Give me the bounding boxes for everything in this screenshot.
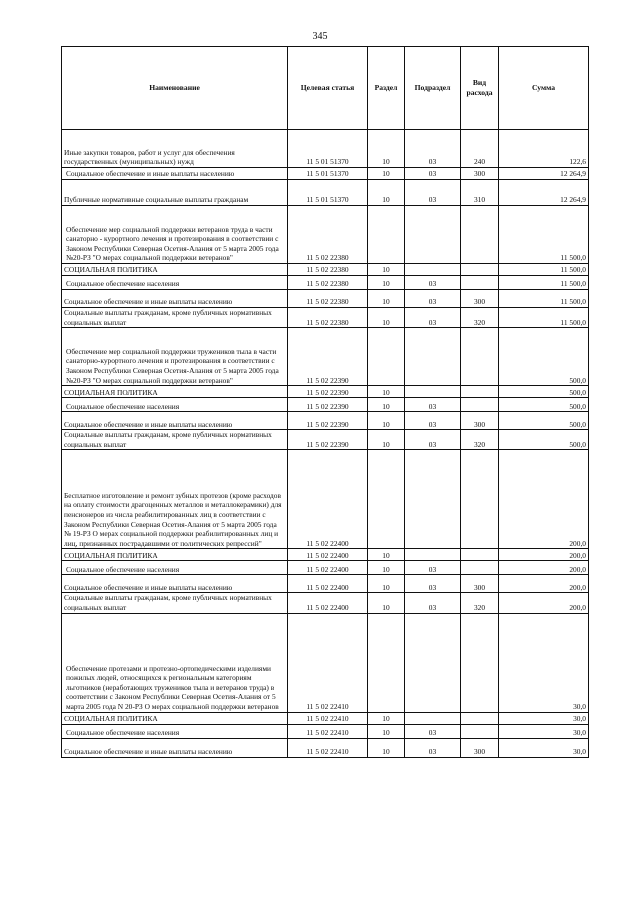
- cell-name: Социальные выплаты гражданам, кроме публичных нормативных социальных выплат: [62, 430, 288, 450]
- cell-rz: 10: [368, 412, 405, 430]
- header-subsection: Подраздел: [405, 47, 461, 130]
- cell-code: 11 5 02 22410: [288, 613, 368, 712]
- cell-rz: 10: [368, 561, 405, 575]
- cell-code: 11 5 02 22390: [288, 412, 368, 430]
- cell-rz: 10: [368, 712, 405, 724]
- cell-name: Социальное обеспечение населения: [62, 398, 288, 412]
- cell-vr: [461, 276, 499, 290]
- cell-sum: 500,0: [499, 430, 589, 450]
- table-row: [62, 450, 589, 549]
- cell-code: 11 5 02 22390: [288, 430, 368, 450]
- header-amount: Сумма: [499, 47, 589, 130]
- cell-rz: 10: [368, 724, 405, 738]
- cell-vr: 320: [461, 430, 499, 450]
- cell-rz: 10: [368, 264, 405, 276]
- cell-code: 11 5 02 22380: [288, 290, 368, 308]
- cell-vr: 320: [461, 593, 499, 613]
- cell-rz: 10: [368, 168, 405, 180]
- cell-code: 11 5 02 22400: [288, 593, 368, 613]
- cell-vr: 320: [461, 308, 499, 328]
- table-row: [62, 549, 589, 561]
- cell-name: Социальные выплаты гражданам, кроме публичных нормативных социальных выплат: [62, 593, 288, 613]
- cell-sum: 11 500,0: [499, 206, 589, 264]
- header-name: Наименование: [62, 47, 288, 130]
- cell-pr: 03: [405, 593, 461, 613]
- cell-vr: [461, 724, 499, 738]
- cell-rz: 10: [368, 430, 405, 450]
- cell-code: 11 5 02 22390: [288, 398, 368, 412]
- cell-sum: 500,0: [499, 412, 589, 430]
- cell-name: Обеспечение мер социальной поддержки тружеников тыла в части санаторно-курортного лечения и протезирования в соответствии с Законом Республики Северная Осетия-Алания от 5 марта 2005 года №20-РЗ "О мерах социальной поддержки ветеранов": [62, 328, 288, 386]
- cell-rz: 10: [368, 276, 405, 290]
- cell-vr: [461, 386, 499, 398]
- cell-vr: [461, 328, 499, 386]
- cell-pr: [405, 328, 461, 386]
- cell-name: Социальное обеспечение и иные выплаты населению: [62, 575, 288, 593]
- cell-code: 11 5 02 22400: [288, 561, 368, 575]
- cell-rz: 10: [368, 549, 405, 561]
- cell-pr: 03: [405, 180, 461, 206]
- cell-vr: [461, 549, 499, 561]
- cell-code: 11 5 02 22380: [288, 264, 368, 276]
- cell-vr: [461, 561, 499, 575]
- cell-name: Социальное обеспечение и иные выплаты населению: [62, 168, 288, 180]
- cell-rz: 10: [368, 308, 405, 328]
- cell-sum: 122,6: [499, 130, 589, 168]
- cell-vr: 300: [461, 575, 499, 593]
- cell-pr: [405, 549, 461, 561]
- table-row: [62, 712, 589, 724]
- cell-sum: 11 500,0: [499, 276, 589, 290]
- table-row: [62, 575, 589, 593]
- table-row: [62, 276, 589, 290]
- cell-pr: 03: [405, 430, 461, 450]
- page-number: 345: [312, 31, 328, 42]
- cell-name: СОЦИАЛЬНАЯ ПОЛИТИКА: [62, 712, 288, 724]
- cell-pr: 03: [405, 308, 461, 328]
- cell-code: 11 5 02 22400: [288, 549, 368, 561]
- cell-rz: [368, 206, 405, 264]
- cell-sum: 30,0: [499, 712, 589, 724]
- cell-sum: 200,0: [499, 561, 589, 575]
- header-section: Раздел: [368, 47, 405, 130]
- cell-name: Социальное обеспечение и иные выплаты населению: [62, 290, 288, 308]
- table-row: [62, 328, 589, 386]
- header-row: [62, 47, 589, 130]
- header-code: Целевая статья: [288, 47, 368, 130]
- cell-vr: [461, 450, 499, 549]
- cell-pr: 03: [405, 561, 461, 575]
- cell-rz: 10: [368, 290, 405, 308]
- cell-vr: 300: [461, 738, 499, 757]
- table-row: [62, 593, 589, 613]
- cell-sum: 30,0: [499, 613, 589, 712]
- cell-name: СОЦИАЛЬНАЯ ПОЛИТИКА: [62, 386, 288, 398]
- cell-pr: [405, 712, 461, 724]
- cell-code: 11 5 02 22380: [288, 276, 368, 290]
- cell-code: 11 5 02 22410: [288, 712, 368, 724]
- cell-name: Бесплатное изготовление и ремонт зубных протезов (кроме расходов на оплату стоимости драгоценных металлов и металлокерамики) для пенсионеров из числа реабилитированных лиц в соответствии с Законом Республики Северная Осетия-Алания от 5 марта 2005 года № 19-РЗ О мерах социальной поддержки реабилитированных лиц и лиц, признанных пострадавшими от политических репрессий": [62, 450, 288, 549]
- cell-sum: 500,0: [499, 386, 589, 398]
- cell-sum: 200,0: [499, 549, 589, 561]
- cell-name: Социальное обеспечение населения: [62, 724, 288, 738]
- cell-name: СОЦИАЛЬНАЯ ПОЛИТИКА: [62, 549, 288, 561]
- cell-vr: 300: [461, 412, 499, 430]
- cell-pr: 03: [405, 130, 461, 168]
- cell-sum: 200,0: [499, 450, 589, 549]
- cell-sum: 200,0: [499, 575, 589, 593]
- cell-sum: 500,0: [499, 398, 589, 412]
- table-row: [62, 412, 589, 430]
- table-row: [62, 738, 589, 757]
- table-row: [62, 308, 589, 328]
- table-row: [62, 398, 589, 412]
- cell-vr: 300: [461, 168, 499, 180]
- cell-pr: [405, 450, 461, 549]
- table-row: [62, 561, 589, 575]
- cell-rz: 10: [368, 180, 405, 206]
- cell-sum: 12 264,9: [499, 180, 589, 206]
- cell-rz: 10: [368, 386, 405, 398]
- cell-code: 11 5 02 22380: [288, 206, 368, 264]
- cell-name: Обеспечение протезами и протезно-ортопедическими изделиями пожилых людей, относящихся к региональным категориям льготников (неработающих тружеников тыла и ветеранов труда) в соответствии с Законом Республики Северная Осетия-Алания от 5 марта 2005 года N 20-РЗ О мерах социальной поддержки ветеранов: [62, 613, 288, 712]
- cell-code: 11 5 02 22400: [288, 575, 368, 593]
- table-row: [62, 290, 589, 308]
- cell-sum: 12 264,9: [499, 168, 589, 180]
- cell-vr: [461, 264, 499, 276]
- cell-name: Социальное обеспечение населения: [62, 276, 288, 290]
- cell-pr: 03: [405, 738, 461, 757]
- cell-sum: 500,0: [499, 328, 589, 386]
- cell-rz: 10: [368, 738, 405, 757]
- cell-rz: 10: [368, 130, 405, 168]
- cell-name: Обеспечение мер социальной поддержки ветеранов труда в части санаторно - курортного лечения и протезирования в соответствии с Законом Республики Северная Осетия-Алания от 5 марта 2005 года №20-РЗ "О мерах социальной поддержки ветеранов": [62, 206, 288, 264]
- cell-sum: 11 500,0: [499, 308, 589, 328]
- table-row: [62, 724, 589, 738]
- cell-vr: 240: [461, 130, 499, 168]
- cell-rz: 10: [368, 575, 405, 593]
- cell-pr: 03: [405, 168, 461, 180]
- table-row: [62, 264, 589, 276]
- cell-rz: [368, 450, 405, 549]
- cell-code: 11 5 01 51370: [288, 130, 368, 168]
- budget-table: [61, 46, 589, 758]
- cell-vr: [461, 712, 499, 724]
- cell-pr: [405, 264, 461, 276]
- cell-vr: 300: [461, 290, 499, 308]
- cell-rz: [368, 328, 405, 386]
- cell-rz: [368, 613, 405, 712]
- cell-name: Социальное обеспечение и иные выплаты населению: [62, 412, 288, 430]
- cell-pr: 03: [405, 575, 461, 593]
- cell-code: 11 5 02 22390: [288, 386, 368, 398]
- cell-code: 11 5 01 51370: [288, 180, 368, 206]
- cell-pr: [405, 206, 461, 264]
- table-row: [62, 168, 589, 180]
- cell-pr: 03: [405, 290, 461, 308]
- cell-name: Иные закупки товаров, работ и услуг для обеспечения государственных (муниципальных) нужд: [62, 130, 288, 168]
- cell-rz: 10: [368, 398, 405, 412]
- cell-code: 11 5 02 22410: [288, 724, 368, 738]
- cell-name: Социальное обеспечение населения: [62, 561, 288, 575]
- cell-vr: [461, 613, 499, 712]
- cell-rz: 10: [368, 593, 405, 613]
- cell-pr: 03: [405, 276, 461, 290]
- cell-vr: [461, 206, 499, 264]
- cell-sum: 200,0: [499, 593, 589, 613]
- cell-pr: [405, 613, 461, 712]
- table-row: [62, 430, 589, 450]
- table-row: [62, 206, 589, 264]
- cell-name: Социальные выплаты гражданам, кроме публичных нормативных социальных выплат: [62, 308, 288, 328]
- cell-name: СОЦИАЛЬНАЯ ПОЛИТИКА: [62, 264, 288, 276]
- table-row: [62, 386, 589, 398]
- cell-vr: [461, 398, 499, 412]
- cell-code: 11 5 02 22390: [288, 328, 368, 386]
- cell-sum: 11 500,0: [499, 264, 589, 276]
- cell-pr: 03: [405, 724, 461, 738]
- cell-code: 11 5 02 22410: [288, 738, 368, 757]
- cell-code: 11 5 02 22400: [288, 450, 368, 549]
- table-body: [62, 130, 589, 758]
- cell-sum: 30,0: [499, 724, 589, 738]
- cell-name: Публичные нормативные социальные выплаты гражданам: [62, 180, 288, 206]
- cell-code: 11 5 02 22380: [288, 308, 368, 328]
- cell-pr: [405, 386, 461, 398]
- cell-sum: 11 500,0: [499, 290, 589, 308]
- table-row: [62, 613, 589, 712]
- table-row: [62, 180, 589, 206]
- table-row: [62, 130, 589, 168]
- cell-vr: 310: [461, 180, 499, 206]
- header-expense-type: Вид расхода: [461, 47, 499, 130]
- cell-code: 11 5 01 51370: [288, 168, 368, 180]
- cell-sum: 30,0: [499, 738, 589, 757]
- cell-pr: 03: [405, 412, 461, 430]
- cell-name: Социальное обеспечение и иные выплаты населению: [62, 738, 288, 757]
- cell-pr: 03: [405, 398, 461, 412]
